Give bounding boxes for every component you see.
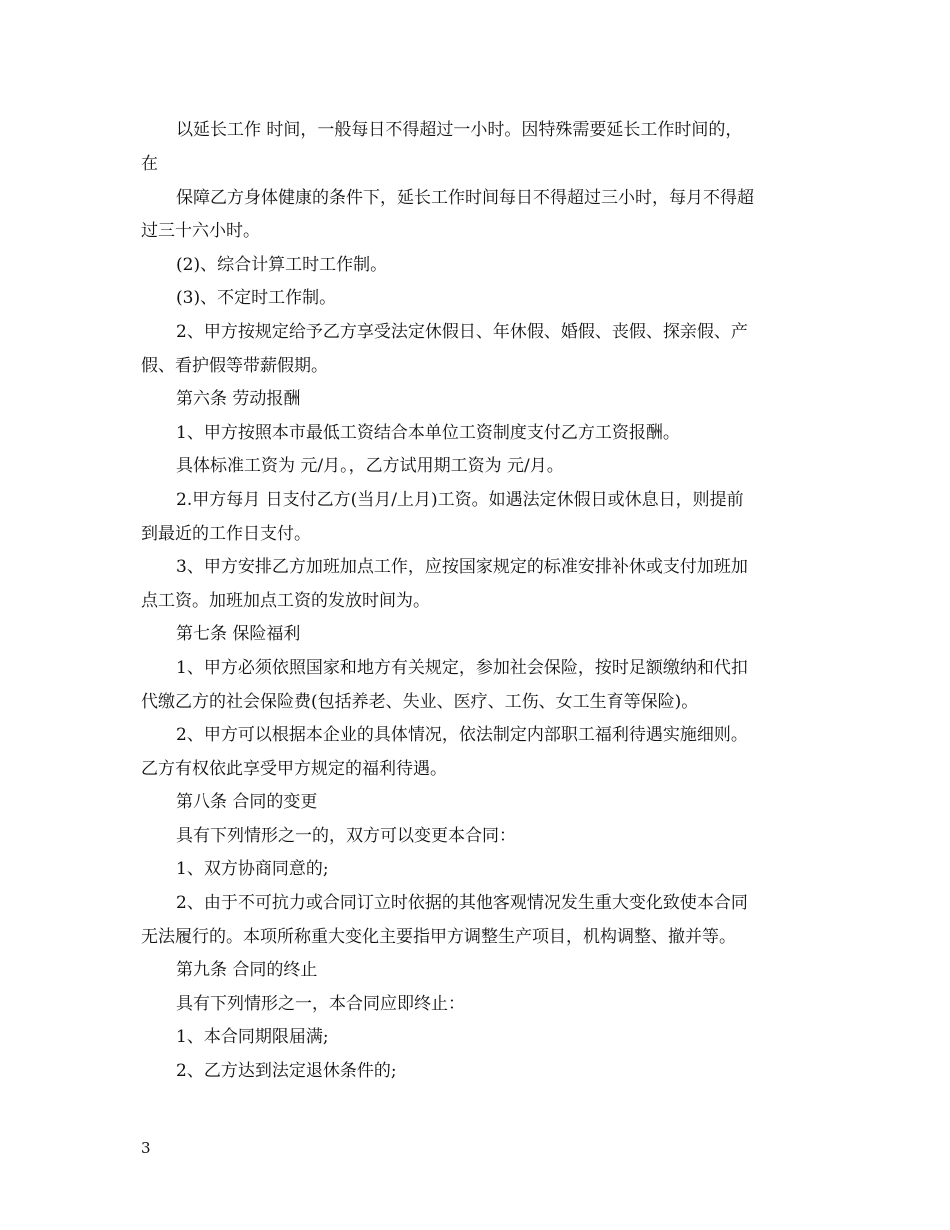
text-line: 以延长工作 时间，一般每日不得超过一小时。因特殊需要延长工作时间的， bbox=[176, 120, 743, 140]
text-line: 过三十六小时。 bbox=[141, 221, 260, 242]
text-line: 2、乙方达到法定退休条件的; bbox=[176, 1061, 397, 1082]
text-line: 第七条 保险福利 bbox=[176, 624, 301, 645]
text-line: 1、双方协商同意的; bbox=[176, 859, 329, 880]
text-line: 保障乙方身体健康的条件下，延长工作时间每日不得超过三小时，每月不得超 bbox=[176, 187, 754, 208]
text-line: 第六条 劳动报酬 bbox=[176, 389, 301, 410]
text-line: 第八条 合同的变更 bbox=[176, 792, 318, 813]
text-line: 2.甲方每月 日支付乙方(当月/上月)工资。如遇法定休假日或休息日，则提前 bbox=[176, 489, 744, 510]
text-line: 具有下列情形之一的，双方可以变更本合同： bbox=[176, 825, 516, 846]
text-line: 假、看护假等带薪假期。 bbox=[141, 355, 328, 376]
text-line: 第九条 合同的终止 bbox=[176, 960, 318, 981]
text-line: 2、甲方按规定给予乙方享受法定休假日、年休假、婚假、丧假、探亲假、产 bbox=[176, 321, 748, 342]
text-line: 1、本合同期限届满; bbox=[176, 1027, 329, 1048]
document-body bbox=[141, 113, 811, 1089]
text-line: 具体标准工资为 元/月。，乙方试用期工资为 元/月。 bbox=[176, 456, 564, 477]
text-line: 3、甲方安排乙方加班加点工作，应按国家规定的标准安排补休或支付加班加 bbox=[176, 557, 748, 578]
page-number: 3 bbox=[141, 1139, 151, 1157]
text-line: 2、甲方可以根据本企业的具体情况，依法制定内部职工福利待遇实施细则。 bbox=[176, 725, 748, 746]
text-line: 无法履行的。本项所称重大变化主要指甲方调整生产项目，机构调整、撤并等。 bbox=[141, 926, 736, 947]
text-line: 代缴乙方的社会保险费(包括养老、失业、医疗、工伤、女工生育等保险)。 bbox=[141, 691, 699, 712]
text-line: 在 bbox=[141, 154, 158, 174]
text-line: 1、甲方必须依照国家和地方有关规定，参加社会保险，按时足额缴纳和代扣 bbox=[176, 657, 748, 678]
text-line: 到最近的工作日支付。 bbox=[141, 523, 311, 544]
text-line: 乙方有权依此享受甲方规定的福利待遇。 bbox=[141, 758, 447, 779]
text-line: (3)、不定时工作制。 bbox=[176, 288, 337, 309]
text-line: (2)、综合计算工时工作制。 bbox=[176, 254, 388, 275]
text-line: 具有下列情形之一，本合同应即终止： bbox=[176, 993, 465, 1014]
text-line: 2、由于不可抗力或合同订立时依据的其他客观情况发生重大变化致使本合同 bbox=[176, 893, 748, 914]
text-line: 1、甲方按照本市最低工资结合本单位工资制度支付乙方工资报酬。 bbox=[176, 422, 680, 443]
text-line: 点工资。加班加点工资的发放时间为。 bbox=[141, 590, 430, 611]
